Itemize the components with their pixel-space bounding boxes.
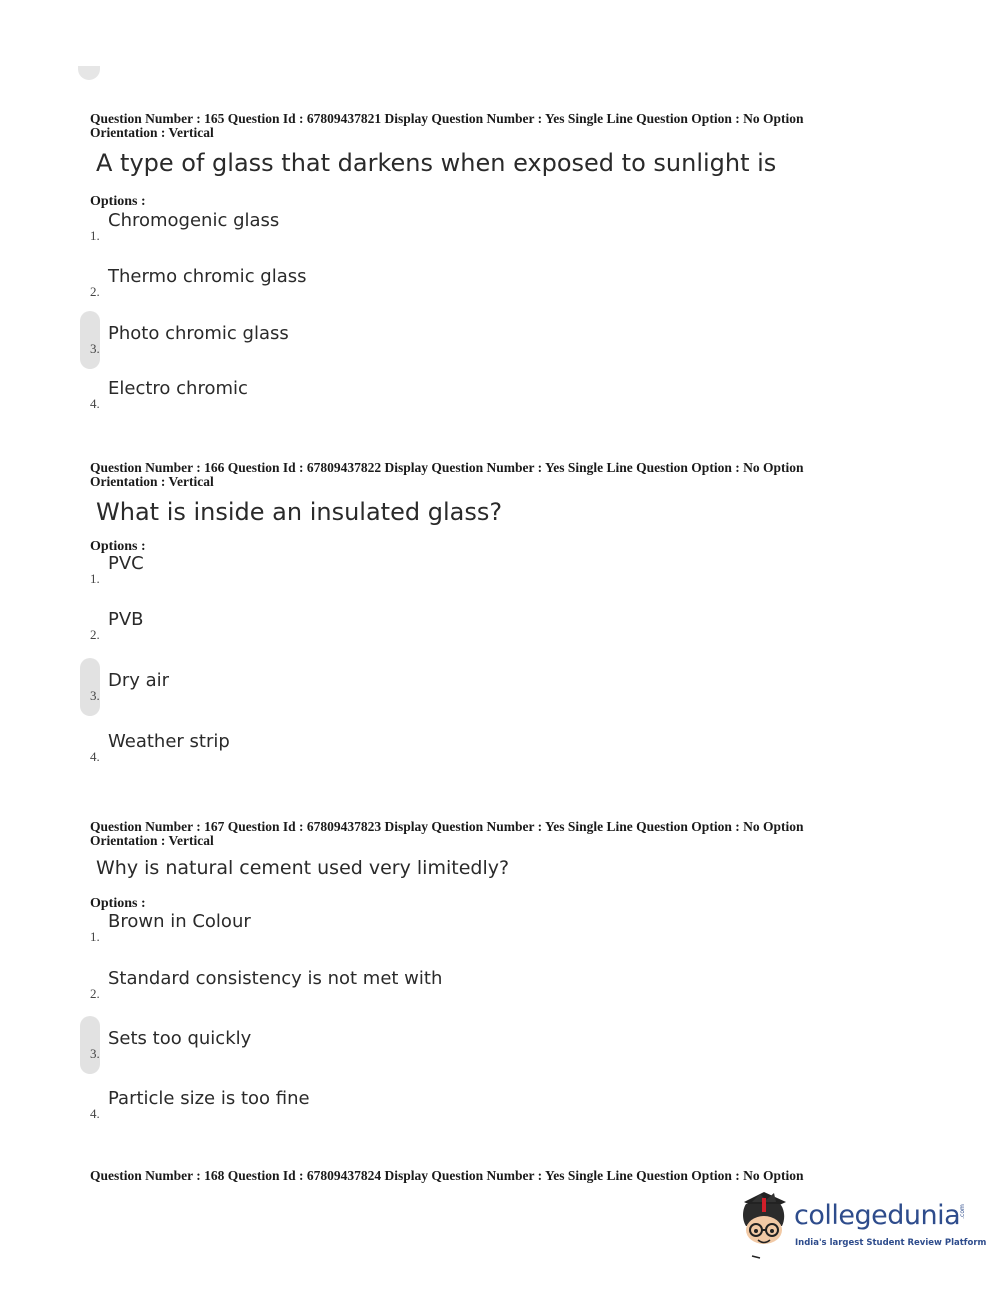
option-text: Brown in Colour	[108, 911, 251, 932]
option-text: Standard consistency is not met with	[108, 968, 443, 989]
option-1	[80, 553, 580, 593]
question-166	[90, 461, 900, 555]
option-3-correct	[80, 1028, 580, 1068]
option-number: 2.	[90, 627, 100, 642]
correct-answer-marker	[80, 1016, 100, 1074]
option-3-correct	[80, 323, 580, 363]
option-text: Electro chromic	[108, 378, 248, 399]
logo-domain-suffix: .com	[958, 1204, 966, 1219]
question-meta: Question Number : 166 Question Id : 67809437822 Display Question Number : Yes Single Line Question Option : No Option	[90, 460, 804, 475]
collegedunia-logo	[736, 1190, 987, 1260]
logo-wordmark: collegedunia	[794, 1200, 961, 1231]
mascot-graduate-icon	[736, 1190, 792, 1260]
question-167	[90, 820, 900, 912]
option-number: 4.	[90, 1106, 100, 1121]
question-meta: Question Number : 165 Question Id : 67809437821 Display Question Number : Yes Single Line Question Option : No Option	[90, 111, 804, 126]
option-2	[80, 266, 580, 306]
question-meta-orientation: Orientation : Vertical	[90, 125, 214, 140]
option-text: Weather strip	[108, 731, 230, 752]
correct-answer-marker	[80, 658, 100, 716]
correct-answer-marker	[80, 311, 100, 369]
option-2	[80, 609, 580, 649]
option-number: 2.	[90, 986, 100, 1001]
option-1	[80, 911, 580, 951]
option-number: 1.	[90, 929, 100, 944]
option-number: 1.	[90, 571, 100, 586]
option-text: PVC	[108, 553, 144, 574]
option-text: Thermo chromic glass	[108, 266, 307, 287]
question-text: What is inside an insulated glass?	[96, 498, 503, 526]
question-meta: Question Number : 167 Question Id : 67809437823 Display Question Number : Yes Single Line Question Option : No Option	[90, 819, 804, 834]
option-number: 4.	[90, 749, 100, 764]
option-number: 3.	[90, 341, 100, 356]
question-meta: Question Number : 168 Question Id : 67809437824 Display Question Number : Yes Single Line Question Option : No Option	[90, 1169, 804, 1183]
question-meta-orientation: Orientation : Vertical	[90, 474, 214, 489]
option-text: Particle size is too fine	[108, 1088, 310, 1109]
option-number: 4.	[90, 396, 100, 411]
option-1	[80, 210, 580, 250]
option-number: 3.	[90, 688, 100, 703]
option-3-correct	[80, 670, 580, 710]
option-text: Chromogenic glass	[108, 210, 280, 231]
option-4	[80, 731, 580, 771]
option-text: Dry air	[108, 670, 170, 691]
option-4	[80, 378, 580, 418]
option-text: Sets too quickly	[108, 1028, 252, 1049]
question-meta-orientation: Orientation : Vertical	[90, 833, 214, 848]
logo-tagline: India's largest Student Review Platform	[795, 1238, 987, 1248]
option-text: Photo chromic glass	[108, 323, 289, 344]
question-168	[90, 1169, 900, 1185]
options-label: Options :	[90, 194, 146, 209]
option-number: 3.	[90, 1046, 100, 1061]
options-label: Options :	[90, 539, 146, 554]
page-top-mark	[78, 66, 100, 80]
question-165	[90, 112, 900, 210]
option-2	[80, 968, 580, 1008]
option-number: 2.	[90, 284, 100, 299]
option-4	[80, 1088, 580, 1128]
question-text: Why is natural cement used very limitedly?	[96, 857, 510, 879]
options-label: Options :	[90, 896, 146, 911]
option-number: 1.	[90, 228, 100, 243]
option-text: PVB	[108, 609, 144, 630]
question-text: A type of glass that darkens when exposed to sunlight is	[96, 149, 777, 177]
